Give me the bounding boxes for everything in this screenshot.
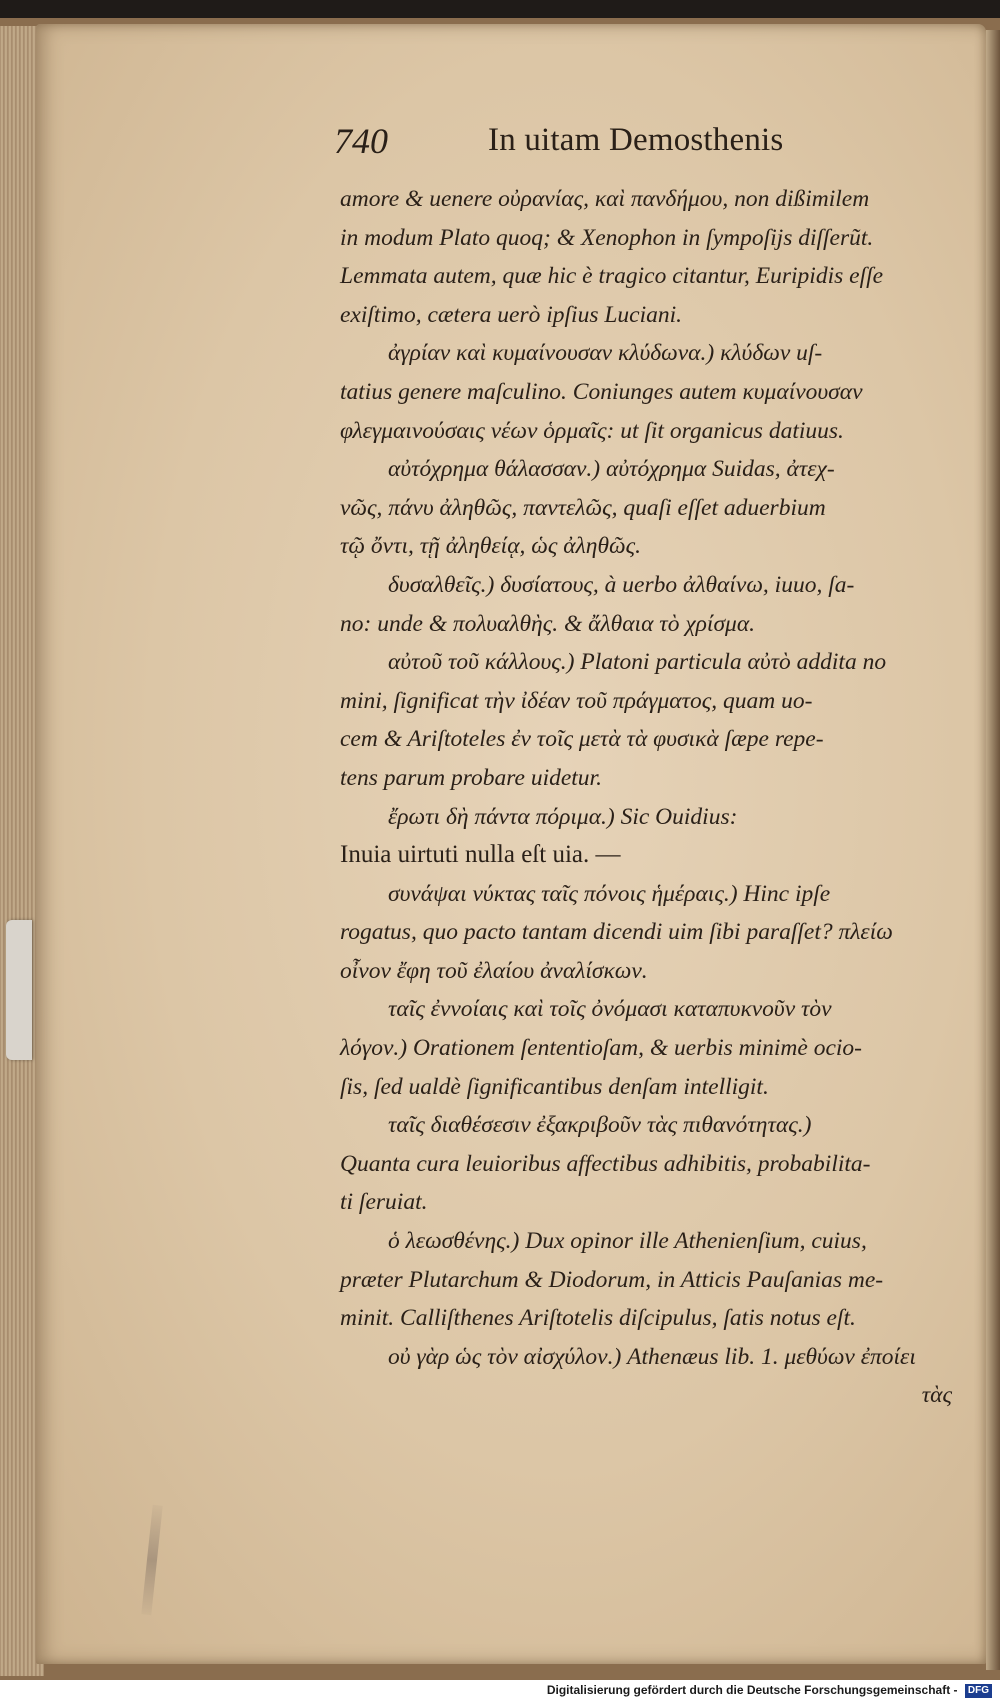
text-line: αὐτοῦ τοῦ κάλλους.) Platoni particula αὐτὸ addita no	[388, 649, 887, 676]
text-line: αὐτόχρημα θάλασσαν.) αὐτόχρημα Suidas, ἀτεχ-	[388, 456, 835, 483]
text-line: Inuia uirtuti nulla eſt uia. —	[340, 841, 621, 869]
text-line: οὐ γὰρ ὡς τὸν αἰσχύλον.) Athenæus lib. 1. μεθύων ἐποίει	[388, 1343, 916, 1370]
text-line: ἀγρίαν καὶ κυμαίνουσαν κλύδωνα.) κλύδων uſ-	[388, 340, 823, 367]
footer-credit	[547, 1683, 992, 1698]
page-header	[334, 118, 954, 164]
text-line: δυσαλθεῖς.) δυσίατους, à uerbo ἀλθαίνω, iuuo, ſa-	[388, 571, 855, 598]
text-line: exiſtimo, cætera uerò ipſius Luciani.	[340, 301, 683, 328]
text-line: in modum Plato quoq; & Xenophon in ſympoſijs diſſerũt.	[340, 224, 874, 251]
text-line: οἶνον ἔφη τοῦ ἐλαίου ἀναλίσκων.	[340, 957, 648, 984]
digitization-footer	[0, 1680, 1000, 1703]
text-line: ταῖς διαθέσεσιν ἐξακριβοῦν τὰς πιθανότητας.)	[388, 1112, 812, 1139]
text-line: νῶς, πάνυ ἀληθῶς, παντελῶς, quaſi eſſet aduerbium	[340, 494, 826, 521]
text-line: λόγον.) Orationem ſententioſam, & uerbis minimè ocio-	[340, 1035, 862, 1062]
text-line: tens parum probare uidetur.	[340, 764, 602, 791]
page-clip	[6, 920, 32, 1060]
text-line: minit. Calliſthenes Ariſtotelis diſcipulus, ſatis notus eſt.	[340, 1305, 856, 1332]
dfg-logo-icon: DFG	[965, 1684, 992, 1698]
text-line: Quanta cura leuioribus affectibus adhibitis, probabilita-	[340, 1150, 871, 1177]
text-line: rogatus, quo pacto tantam dicendi uim ſibi paraſſet? πλείω	[340, 919, 893, 946]
text-line: ὁ λεωσθένης.) Dux opinor ille Athenienſium, cuius,	[388, 1228, 867, 1255]
text-line: no: unde & πολυαλθὴς. & ἄλθαια τὸ χρίσμα.	[340, 610, 756, 637]
text-line: Lemmata autem, quæ hic è tragico citantur, Euripidis eſſe	[340, 263, 884, 290]
text-line: ταῖς ἐννοίαις καὶ τοῖς ὀνόμασι καταπυκνοῦν τὸν	[388, 996, 832, 1023]
text-line: ſis, ſed ualdè ſignificantibus denſam intelligit.	[340, 1073, 769, 1100]
text-line: φλεγμαινούσαις νέων ὁρμαῖς: ut ſit organicus datiuus.	[340, 417, 844, 444]
footer-credit-text: Digitalisierung gefördert durch die Deutsche Forschungsgemeinschaft -	[546, 1683, 958, 1697]
text-line: συνάψαι νύκτας ταῖς πόνοις ἡμέραις.) Hinc ipſe	[388, 880, 831, 907]
text-line: cem & Ariſtoteles ἐν τοῖς μετὰ τὰ φυσικὰ ſæpe repe-	[340, 726, 824, 753]
text-line: τῷ ὄντι, τῇ ἀληθείᾳ, ὡς ἀληθῶς.	[340, 533, 642, 560]
text-line: ἔρωτι δὴ πάντα πόριμα.) Sic Ouidius:	[388, 803, 738, 830]
text-line: tatius genere maſculino. Coniunges autem κυμαίνουσαν	[340, 378, 863, 405]
right-page-edge	[986, 30, 1000, 1670]
text-body	[340, 180, 960, 1415]
text-line: τὰς	[921, 1382, 952, 1409]
page-number: 740	[334, 121, 388, 161]
text-line: amore & uenere οὐρανίας, καὶ πανδήμου, non dißimilem	[340, 186, 870, 212]
text-line: ti ſeruiat.	[340, 1189, 428, 1216]
text-line: præter Plutarchum & Diodorum, in Atticis Pauſanias me-	[340, 1266, 884, 1293]
text-line: mini, ſignificat τὴν ἰδέαν τοῦ πράγματος, quam uo-	[340, 687, 813, 714]
running-title: In uitam Demosthenis	[488, 122, 784, 158]
